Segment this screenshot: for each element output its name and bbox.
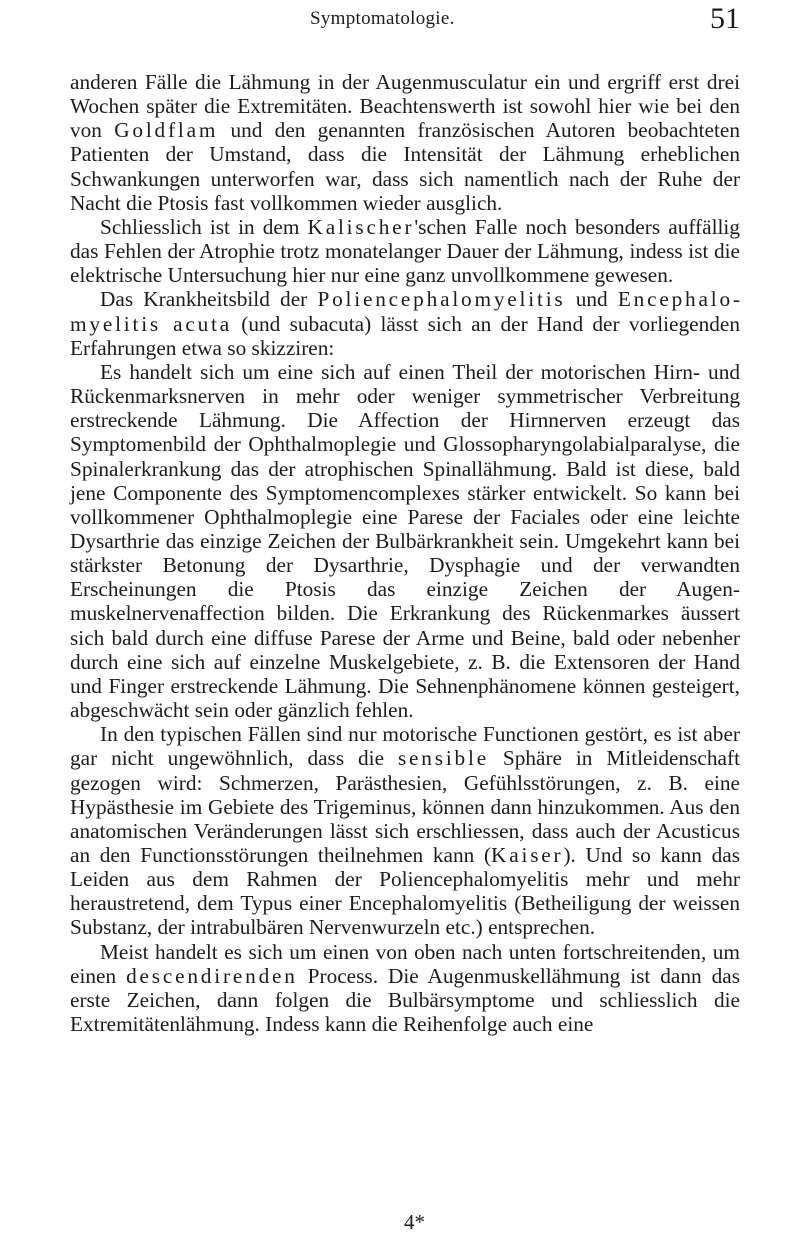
- text-run: Meist handelt es sich um einen von oben nach unten fortschreitenden, um einen: [70, 939, 740, 988]
- spaced-name: Encephalomyelitis acuta: [70, 287, 740, 336]
- text-run: Sphäre in Mitleidenschaft gezogen wird: Schmerzen, Parästhesien, Gefühlsstörungen, z. B. eine Hypästhesie im Gebiete des Trigeminus, können dann hinzukommen. Aus den anatomischen Veränderungen lässt sich erschliessen, dass auch der Acusticus an den Functionsstörungen theilnehmen kann (: [70, 746, 740, 867]
- text-run: und: [565, 287, 618, 312]
- paragraph: [70, 215, 740, 287]
- paragraph: [70, 360, 740, 722]
- text-run: und den genannten französischen Autoren beobachteten Patienten der Umstand, dass die Intensität der Lähmung erheblichen Schwankungen unterworfen war, dass sich namentlich nach der Ruhe der Nacht die Ptosis fast vollkommen wieder ausglich.: [70, 118, 740, 215]
- page-number: 51: [710, 2, 740, 35]
- text-run: Process. Die Augenmuskellähmung ist dann das erste Zeichen, dann folgen die Bulbärsymptome und schliesslich die Extremitätenlähmung. Indess kann die Reihenfolge auch eine: [70, 963, 740, 1037]
- text-run: Das Krankheitsbild der: [100, 287, 318, 312]
- text-run: ). Und so kann das Leiden aus dem Rahmen der Poliencephalomyelitis mehr und mehr heraustretend, dem Typus einer Encephalomyelitis (Betheiligung der weissen Substanz, der intrabulbären Nervenwurzeln etc.) entsprechen.: [70, 843, 740, 940]
- paragraph: [70, 70, 740, 215]
- body-text: [70, 70, 740, 1036]
- spaced-name: Goldflam: [114, 118, 219, 143]
- text-run: (und subacuta) lässt sich an der Hand der vorliegenden Erfahrungen etwa so skizziren:: [70, 311, 740, 360]
- text-run: 'schen Falle noch besonders auffällig das Fehlen der Atrophie trotz monatelanger Dauer der Lähmung, indess ist die elektrische Untersuchung hier nur eine ganz unvollkommene gewesen.: [70, 214, 740, 288]
- running-head: [70, 2, 740, 38]
- spaced-name: Kalischer: [307, 214, 415, 239]
- spaced-name: sensible: [397, 746, 489, 771]
- spaced-name: Poliencephalomyelitis: [317, 287, 566, 312]
- spaced-name: Kaiser: [491, 843, 564, 867]
- text-run: Schliesslich ist in dem: [100, 214, 308, 239]
- running-title: Symptomatologie.: [310, 8, 455, 29]
- signature-mark: 4*: [404, 1210, 425, 1234]
- paragraph: [70, 722, 740, 939]
- text-run: In den typischen Fällen sind nur motorische Functionen gestört, es ist aber gar nicht ungewöhnlich, dass die: [70, 722, 740, 771]
- spaced-name: descendirenden: [126, 963, 298, 988]
- text-run: anderen Fälle die Lähmung in der Augenmusculatur ein und ergriff erst drei Wochen später die Extremitäten. Beachtenswerth ist sowohl hier wie bei den von: [70, 70, 740, 143]
- paragraph: [70, 287, 740, 359]
- text-run: Es handelt sich um eine sich auf einen Theil der motorischen Hirn- und Rückenmarksnerven in mehr oder weniger symmetrischer Verbreitung erstreckende Lähmung. Die Affection der Hirnnerven erzeugt das Symptomenbild der Ophthalmoplegie und Glossopharyngolabialparalyse, die Spinalerkrankung das der atrophischen Spinallähmung. Bald ist diese, bald jene Componente des Symptomencomplexes stärker entwickelt. So kann bei vollkommener Ophthalmoplegie eine Parese der Faciales oder eine leichte Dysarthrie das einzige Zeichen der Bulbärkrankheit sein. Umgekehrt kann bei stärkster Betonung der Dysarthrie, Dysphagie und der verwandten Erscheinungen die Ptosis das einzige Zeichen der Augenmuskelnervenaffection bilden. Die Erkrankung des Rückenmarkes äussert sich bald durch eine diffuse Parese der Arme und Beine, bald oder nebenher durch eine sich auf einzelne Muskelgebiete, z. B. die Extensoren der Hand und Finger erstreckende Lähmung. Die Sehnenphänomene können gesteigert, abgeschwächt sein oder gänzlich fehlen.: [70, 359, 740, 723]
- paragraph: [70, 940, 740, 1037]
